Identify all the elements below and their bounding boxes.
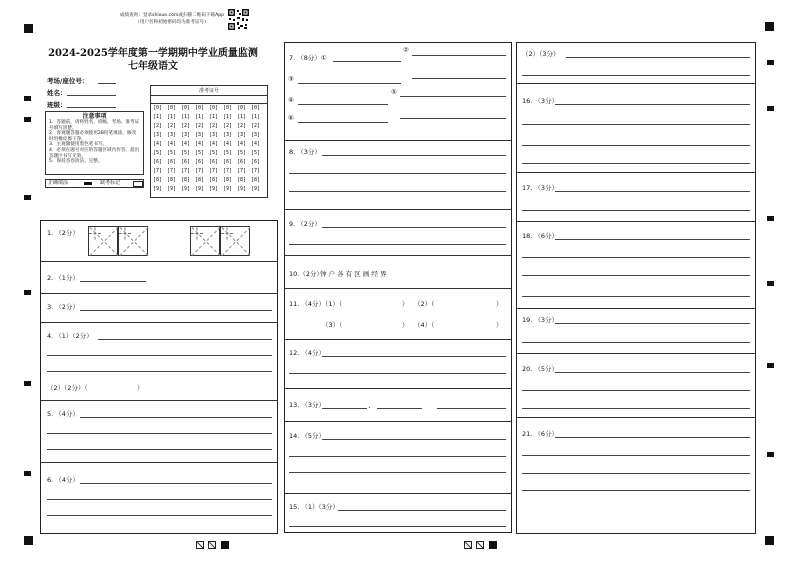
id-digit-bubble[interactable]: [2]: [251, 123, 261, 129]
q7-answer-line[interactable]: [400, 96, 506, 97]
notice-item: 5．保持答卷清洁、完整。: [49, 159, 103, 165]
absent-mark-checkbox[interactable]: [133, 181, 143, 187]
id-digit-bubble[interactable]: [6]: [209, 159, 219, 165]
id-digit-bubble[interactable]: [1]: [223, 114, 233, 120]
id-digit-bubble[interactable]: [8]: [195, 177, 205, 183]
q5-label: 5. （4分）: [47, 410, 79, 418]
q14-answer-line[interactable]: [289, 456, 506, 457]
id-digit-bubble[interactable]: [1]: [153, 114, 163, 120]
id-digit-bubble[interactable]: [4]: [209, 141, 219, 147]
id-digit-bubble[interactable]: [1]: [209, 114, 219, 120]
correct-fill-label: 正确填涂: [48, 180, 69, 186]
id-divider: [151, 103, 267, 104]
q15b-answer-line[interactable]: [566, 57, 750, 58]
timing-mark: [767, 363, 774, 368]
q7-answer-line[interactable]: [298, 122, 388, 123]
id-digit-bubble[interactable]: [5]: [153, 150, 163, 156]
char-box[interactable]: [190, 226, 220, 256]
q17-label: 17. （3分）: [522, 184, 559, 192]
q19-label: 19. （3分）: [522, 316, 559, 324]
q4b-close: ）: [137, 384, 144, 392]
q7-label: 7. （8分）①: [289, 54, 327, 62]
id-digit-bubble[interactable]: [1]: [181, 114, 191, 120]
q12-label: 12. （4分）: [289, 349, 326, 357]
q7-answer-line[interactable]: [298, 83, 401, 84]
id-digit-bubble[interactable]: [3]: [195, 132, 205, 138]
q11-close: ）: [402, 321, 409, 329]
q11-part2: （2）（: [414, 300, 435, 308]
q18-answer-line[interactable]: [555, 239, 750, 240]
q9-answer-line[interactable]: [289, 244, 506, 245]
id-digit-bubble[interactable]: [7]: [153, 168, 163, 174]
q5-answer-line[interactable]: [80, 417, 272, 418]
timing-mark: [24, 195, 31, 200]
q10-sentence: 钟 户 各 有 区 画 经 界: [320, 270, 387, 278]
q8-answer-line[interactable]: [322, 155, 506, 156]
id-digit-bubble[interactable]: [7]: [195, 168, 205, 174]
q8-answer-line[interactable]: [289, 191, 506, 192]
id-digit-bubble[interactable]: [0]: [251, 105, 261, 111]
question-divider: [285, 140, 511, 141]
q12-answer-line[interactable]: [322, 356, 506, 357]
notice-item: 3．主观题使用黑色笔书写。: [49, 142, 108, 148]
q4-answer-line[interactable]: [47, 355, 272, 356]
id-digit-bubble[interactable]: [8]: [223, 177, 233, 183]
q21-answer-line[interactable]: [522, 455, 750, 456]
id-digit-bubble[interactable]: [0]: [181, 105, 191, 111]
q17-answer-line[interactable]: [555, 191, 750, 192]
q11-close: ）: [496, 321, 503, 329]
q15b-label: （2）（3分）: [522, 50, 560, 58]
char-box[interactable]: [118, 226, 148, 256]
id-digit-bubble[interactable]: [9]: [237, 186, 247, 192]
id-digit-bubble[interactable]: [0]: [237, 105, 247, 111]
q16-label: 16. （3分）: [522, 97, 559, 105]
timing-mark: [24, 381, 31, 386]
q13-answer-line[interactable]: [322, 408, 367, 409]
q7-item-2: ②: [403, 46, 409, 54]
q2-label: 2. （1分）: [47, 274, 79, 282]
id-digit-bubble[interactable]: [6]: [237, 159, 247, 165]
correct-fill-swatch: [84, 182, 92, 185]
q11-part3: （3）（: [322, 321, 343, 329]
name-field[interactable]: [67, 95, 116, 96]
id-digit-bubble[interactable]: [2]: [167, 123, 177, 129]
id-digit-bubble[interactable]: [4]: [153, 141, 163, 147]
id-digit-bubble[interactable]: [5]: [181, 150, 191, 156]
q20-label: 20. （5分）: [522, 365, 559, 373]
id-digit-bubble[interactable]: [5]: [167, 150, 177, 156]
q7-answer-line[interactable]: [298, 104, 388, 105]
timing-mark: [24, 96, 31, 101]
id-digit-bubble[interactable]: [0]: [167, 105, 177, 111]
q15b-answer-line[interactable]: [522, 75, 750, 76]
question-divider: [517, 353, 755, 354]
q6-answer-line[interactable]: [47, 499, 272, 500]
exam-subtitle: 七年级语文: [128, 61, 178, 72]
question-divider: [41, 400, 277, 401]
q20-answer-line[interactable]: [555, 372, 750, 373]
q6-answer-line[interactable]: [47, 515, 272, 516]
q12-answer-line[interactable]: [289, 373, 506, 374]
registration-mark-bottom-left: [24, 536, 33, 545]
q6-label: 6. （4分）: [47, 476, 79, 484]
char-box[interactable]: [88, 226, 118, 256]
question-divider: [41, 462, 277, 463]
id-digit-bubble[interactable]: [8]: [167, 177, 177, 183]
id-divider: [151, 95, 267, 96]
crossed-box-icon: [208, 541, 216, 549]
q4-label: 4. （1）（2分）: [47, 332, 93, 340]
id-digit-bubble[interactable]: [9]: [223, 186, 233, 192]
q1-label: 1. （2分）: [47, 229, 79, 237]
fill-example-bar: [45, 179, 144, 188]
id-digit-bubble[interactable]: [8]: [237, 177, 247, 183]
q13-answer-line[interactable]: [437, 408, 506, 409]
id-digit-bubble[interactable]: [4]: [251, 141, 261, 147]
id-digit-bubble[interactable]: [5]: [195, 150, 205, 156]
id-digit-bubble[interactable]: [7]: [237, 168, 247, 174]
q17-answer-line[interactable]: [522, 210, 750, 211]
id-digit-bubble[interactable]: [6]: [181, 159, 191, 165]
id-digit-bubble[interactable]: [6]: [251, 159, 261, 165]
id-digit-bubble[interactable]: [0]: [195, 105, 205, 111]
q4-answer-line[interactable]: [98, 339, 272, 340]
id-digit-bubble[interactable]: [5]: [223, 150, 233, 156]
q7-item-5: ⑤: [391, 88, 397, 96]
q14-answer-line[interactable]: [322, 439, 506, 440]
q9-answer-line[interactable]: [322, 227, 506, 228]
q14-label: 14. （5分）: [289, 432, 326, 440]
q16-answer-line[interactable]: [522, 124, 750, 125]
exam-title: 2024-2025学年度第一学期期中学业质量监测: [48, 48, 258, 59]
q11-label: 11. （4分）（1）（: [289, 300, 343, 308]
timing-mark: [24, 471, 31, 476]
q18-label: 18. （6分）: [522, 232, 559, 240]
q20-answer-line[interactable]: [522, 390, 750, 391]
id-digit-bubble[interactable]: [5]: [251, 150, 261, 156]
question-divider: [517, 221, 755, 222]
question-divider: [285, 339, 511, 340]
q16-answer-line[interactable]: [522, 163, 750, 164]
class-field[interactable]: [67, 107, 116, 108]
q5-answer-line[interactable]: [47, 449, 272, 450]
id-digit-bubble[interactable]: [9]: [209, 186, 219, 192]
question-divider: [285, 255, 511, 256]
q9-label: 9. （2分）: [289, 220, 321, 228]
q6-answer-line[interactable]: [80, 483, 272, 484]
timing-mark: [767, 106, 774, 111]
score-query-notice: [112, 12, 232, 26]
timing-mark: [767, 281, 774, 286]
id-digit-bubble[interactable]: [3]: [167, 132, 177, 138]
q21-answer-line[interactable]: [522, 490, 750, 491]
question-divider: [517, 308, 755, 309]
id-digit-bubble[interactable]: [7]: [209, 168, 219, 174]
notice-item: 2．客观题答题必须使用2B铅笔填涂，修改时用橡皮擦干净。: [49, 131, 137, 142]
q21-answer-line[interactable]: [555, 437, 750, 438]
q5-answer-line[interactable]: [47, 433, 272, 434]
score-query-line2: （用户名和初始密码均为准考证号）: [135, 20, 209, 25]
q18-answer-line[interactable]: [522, 296, 750, 297]
question-divider: [517, 417, 755, 418]
registration-mark-top-left: [24, 24, 33, 33]
q21-label: 21. （6分）: [522, 430, 559, 438]
q7-answer-line[interactable]: [412, 55, 506, 56]
q8-answer-line[interactable]: [289, 173, 506, 174]
question-divider: [41, 261, 277, 262]
q3-label: 3. （2分）: [47, 303, 79, 311]
id-digit-bubble[interactable]: [3]: [223, 132, 233, 138]
qr-code-icon: [227, 8, 250, 31]
id-digit-bubble[interactable]: [1]: [167, 114, 177, 120]
seat-number-field[interactable]: [98, 83, 116, 84]
id-digit-bubble[interactable]: [4]: [195, 141, 205, 147]
timing-mark: [221, 541, 229, 549]
q7-item-4: ④: [288, 96, 294, 104]
timing-mark: [24, 290, 31, 295]
question-divider: [41, 322, 277, 323]
q7-answer-line[interactable]: [412, 78, 506, 79]
q8-label: 8. （3分）: [289, 148, 321, 156]
seat-number-label: 考场/座位号：: [47, 77, 89, 85]
notice-title: 注意事项: [82, 113, 107, 120]
id-digit-bubble[interactable]: [7]: [251, 168, 261, 174]
id-digit-bubble[interactable]: [8]: [209, 177, 219, 183]
q18-answer-line[interactable]: [522, 275, 750, 276]
q4b-label: （2）（2分）（: [47, 384, 88, 392]
class-label: 班级：: [47, 101, 67, 109]
q7-answer-line[interactable]: [400, 118, 506, 119]
admission-id-grid[interactable]: [153, 106, 267, 196]
absent-mark-label: 缺考标记: [100, 180, 121, 186]
q11-close: ）: [402, 300, 409, 308]
id-digit-bubble[interactable]: [2]: [209, 123, 219, 129]
q19-answer-line[interactable]: [555, 323, 750, 324]
id-digit-bubble[interactable]: [0]: [223, 105, 233, 111]
id-digit-bubble[interactable]: [3]: [181, 132, 191, 138]
q13-separator: 、: [368, 401, 375, 409]
q15-label: 15. （1）（3分）: [289, 503, 339, 511]
notice-item: 4．必须在题号对应的答题区域内作答，超出答题区书写无效。: [49, 147, 140, 159]
timing-mark: [767, 60, 774, 65]
id-digit-bubble[interactable]: [5]: [209, 150, 219, 156]
question-divider: [285, 209, 511, 210]
crossed-box-icon: [196, 541, 204, 549]
id-digit-bubble[interactable]: [2]: [195, 123, 205, 129]
id-digit-bubble[interactable]: [3]: [209, 132, 219, 138]
answer-column-2: [284, 42, 512, 533]
id-digit-bubble[interactable]: [4]: [223, 141, 233, 147]
id-digit-bubble[interactable]: [0]: [153, 105, 163, 111]
id-digit-bubble[interactable]: [8]: [181, 177, 191, 183]
registration-mark-top-right: [765, 22, 774, 31]
q3-answer-line[interactable]: [80, 310, 272, 311]
name-label: 姓名：: [47, 89, 67, 97]
id-digit-bubble[interactable]: [4]: [181, 141, 191, 147]
id-digit-bubble[interactable]: [8]: [251, 177, 261, 183]
id-digit-bubble[interactable]: [9]: [195, 186, 205, 192]
id-digit-bubble[interactable]: [3]: [237, 132, 247, 138]
q11-close: ）: [496, 300, 503, 308]
timing-mark: [489, 541, 497, 549]
id-digit-bubble[interactable]: [1]: [251, 114, 261, 120]
id-digit-bubble[interactable]: [2]: [237, 123, 247, 129]
id-digit-bubble[interactable]: [6]: [167, 159, 177, 165]
id-digit-bubble[interactable]: [2]: [153, 123, 163, 129]
id-digit-bubble[interactable]: [2]: [223, 123, 233, 129]
q19-answer-line[interactable]: [522, 342, 750, 343]
id-digit-bubble[interactable]: [9]: [251, 186, 261, 192]
q7-item-6: ⑥: [288, 114, 294, 122]
registration-mark-bottom-right: [765, 536, 774, 545]
crossed-box-icon: [464, 541, 472, 549]
notice-box: [45, 111, 144, 175]
admission-id-title: 准考证号: [198, 88, 219, 94]
question-divider: [285, 388, 511, 389]
id-digit-bubble[interactable]: [7]: [167, 168, 177, 174]
timing-mark: [24, 117, 31, 122]
q18-answer-line[interactable]: [522, 257, 750, 258]
crossed-box-icon: [476, 541, 484, 549]
id-digit-bubble[interactable]: [9]: [153, 186, 163, 192]
char-box[interactable]: [220, 226, 250, 256]
id-digit-bubble[interactable]: [8]: [153, 177, 163, 183]
q15-answer-line[interactable]: [289, 526, 506, 527]
question-divider: [285, 288, 511, 289]
answer-column-1: [40, 220, 278, 534]
id-digit-bubble[interactable]: [7]: [223, 168, 233, 174]
timing-mark: [767, 452, 774, 457]
q16-answer-line[interactable]: [522, 145, 750, 146]
q10-label: 10.（2分）: [289, 270, 323, 278]
id-digit-bubble[interactable]: [6]: [195, 159, 205, 165]
id-digit-bubble[interactable]: [6]: [153, 159, 163, 165]
q13-label: 13. （3分）: [289, 401, 326, 409]
question-divider: [41, 293, 277, 294]
q14-answer-line[interactable]: [289, 472, 506, 473]
timing-mark: [767, 216, 774, 221]
admission-id-box: [150, 85, 268, 198]
q15-answer-line[interactable]: [338, 510, 506, 511]
q7-answer-line[interactable]: [333, 61, 401, 62]
question-divider: [517, 172, 755, 173]
id-digit-bubble[interactable]: [9]: [167, 186, 177, 192]
q16-answer-line[interactable]: [555, 104, 750, 105]
q7-item-3: ③: [288, 75, 294, 83]
q2-answer-line[interactable]: [80, 281, 146, 282]
id-digit-bubble[interactable]: [7]: [181, 168, 191, 174]
id-digit-bubble[interactable]: [0]: [209, 105, 219, 111]
id-digit-bubble[interactable]: [6]: [223, 159, 233, 165]
id-digit-bubble[interactable]: [2]: [181, 123, 191, 129]
answer-column-3: [516, 42, 756, 534]
id-digit-bubble[interactable]: [4]: [167, 141, 177, 147]
notice-item: 1．答题前，请将姓名、班级、考场、准考证号填写清楚。: [49, 120, 140, 131]
id-digit-bubble[interactable]: [3]: [251, 132, 261, 138]
id-digit-bubble[interactable]: [3]: [153, 132, 163, 138]
q4-answer-line[interactable]: [47, 371, 272, 372]
score-query-line1: 成绩查询：登录shixue.com或扫描二维码下载App: [119, 13, 225, 18]
id-digit-bubble[interactable]: [1]: [237, 114, 247, 120]
id-digit-bubble[interactable]: [1]: [195, 114, 205, 120]
id-digit-bubble[interactable]: [4]: [237, 141, 247, 147]
question-divider: [285, 421, 511, 422]
q13-answer-line[interactable]: [377, 408, 422, 409]
q11-part4: （4）（: [414, 321, 435, 329]
id-digit-bubble[interactable]: [9]: [181, 186, 191, 192]
question-divider: [517, 83, 755, 84]
question-divider: [285, 493, 511, 494]
q20-answer-line[interactable]: [522, 408, 750, 409]
q21-answer-line[interactable]: [522, 473, 750, 474]
id-digit-bubble[interactable]: [5]: [237, 150, 247, 156]
